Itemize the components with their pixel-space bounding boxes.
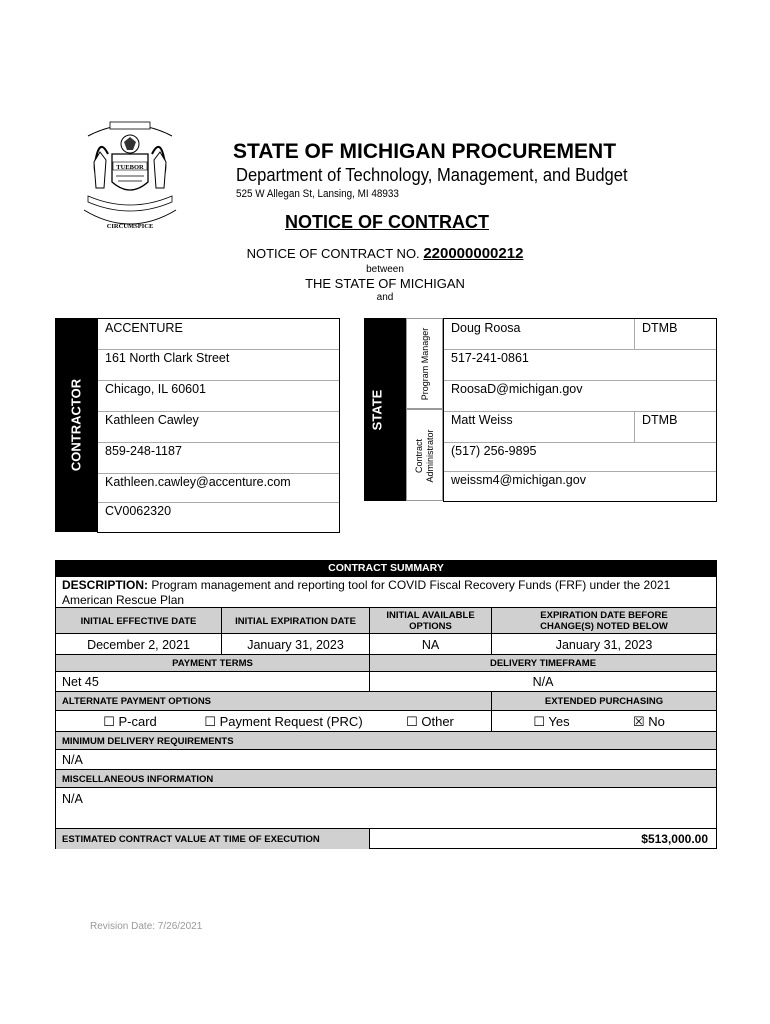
min-delivery-header-row [56, 731, 716, 750]
contractor-contact: Kathleen Cawley [105, 413, 199, 427]
ca-name: Matt Weiss [451, 413, 513, 427]
contractor-phone: 859-248-1187 [105, 444, 182, 458]
page-title: STATE OF MICHIGAN PROCUREMENT [233, 140, 617, 163]
between-text: between [366, 264, 404, 275]
exp-before-value: January 31, 2023 [491, 634, 716, 655]
available-options: NA [369, 634, 491, 655]
delivery-timeframe-header: DELIVERY TIMEFRAME [369, 655, 716, 672]
contractor-city: Chicago, IL 60601 [105, 382, 207, 396]
other-checkbox[interactable]: ☐ Other [406, 713, 454, 729]
contractor-vendor-id: CV0062320 [105, 504, 172, 518]
pcard-checkbox[interactable]: ☐ P-card [103, 713, 157, 729]
expiration-date: January 31, 2023 [221, 634, 369, 655]
contractor-side-label: CONTRACTOR [68, 378, 84, 472]
min-delivery-row [56, 749, 716, 770]
alt-payment-header-row [56, 691, 716, 711]
misc-row [56, 787, 716, 829]
extended-no-checkbox[interactable]: ☒ No [633, 713, 665, 729]
pm-email: RoosaD@michigan.gov [451, 382, 583, 396]
payment-terms: Net 45 [62, 675, 99, 689]
min-delivery-value: N/A [62, 753, 83, 767]
alt-payment-header: ALTERNATE PAYMENT OPTIONS [62, 696, 212, 707]
date-value-row [56, 633, 716, 655]
state-of-michigan-text: THE STATE OF MICHIGAN [305, 276, 465, 291]
options-header: INITIAL AVAILABLE OPTIONS [369, 608, 491, 634]
summary-title: CONTRACT SUMMARY [56, 561, 716, 576]
notice-title: NOTICE OF CONTRACT [285, 212, 489, 232]
state-side-bar [364, 318, 406, 501]
contract-summary-table [55, 560, 717, 849]
department-address: 525 W Allegan St, Lansing, MI 48933 [236, 188, 399, 200]
michigan-seal-logo [78, 118, 182, 234]
prc-checkbox[interactable]: ☐ Payment Request (PRC) [204, 713, 363, 729]
program-manager-label-cell [406, 318, 443, 409]
effective-date: December 2, 2021 [87, 637, 190, 652]
extended-yes-checkbox[interactable]: ☐ Yes [491, 711, 611, 732]
estimated-value: $513,000.00 [369, 829, 716, 849]
payment-value-row [56, 671, 716, 692]
pm-agency: DTMB [642, 321, 678, 335]
svg-text:CIRCUMSPICE: CIRCUMSPICE [106, 223, 154, 230]
ca-phone: (517) 256-9895 [451, 444, 537, 458]
expiration-date-header: INITIAL EXPIRATION DATE [221, 608, 369, 634]
ca-email: weissm4@michigan.gov [451, 473, 586, 487]
description-row [56, 576, 716, 607]
estimated-value-label: ESTIMATED CONTRACT VALUE AT TIME OF EXECUTION [56, 829, 369, 849]
contractor-name: ACCENTURE [105, 321, 183, 335]
contractor-email: Kathleen.cawley@accenture.com [105, 475, 291, 489]
estimated-value-row [56, 828, 716, 849]
state-side-label: STATE [369, 389, 385, 431]
misc-value: N/A [62, 792, 83, 806]
pm-name: Doug Roosa [451, 321, 521, 335]
department-name: Department of Technology, Management, and Budget [236, 165, 628, 185]
contractor-street: 161 North Clark Street [105, 351, 230, 365]
extended-purchasing-header: EXTENDED PURCHASING [491, 692, 716, 711]
contract-number: 220000000212 [423, 245, 524, 262]
options-row [56, 710, 716, 732]
payment-header-row [56, 654, 716, 672]
misc-header-row [56, 769, 716, 788]
contractor-info-box [97, 318, 340, 533]
payment-terms-header: PAYMENT TERMS [172, 658, 253, 669]
min-delivery-header: MINIMUM DELIVERY REQUIREMENTS [62, 735, 234, 747]
date-header-row [56, 607, 716, 634]
description-text: Program management and reporting tool for COVID Fiscal Recovery Funds (FRF) under the 2021 American Rescue Plan [62, 578, 671, 607]
revision-date: Revision Date: 7/26/2021 [90, 921, 203, 932]
effective-date-header: INITIAL EFFECTIVE DATE [80, 615, 197, 627]
ca-agency: DTMB [642, 413, 678, 427]
exp-before-header: EXPIRATION DATE BEFORE CHANGE(S) NOTED BELOW [491, 608, 716, 634]
contract-number-label: NOTICE OF CONTRACT NO. [246, 246, 420, 261]
description-label: DESCRIPTION: [62, 578, 149, 592]
pm-phone: 517-241-0861 [451, 351, 529, 365]
contract-number-line [0, 245, 770, 262]
misc-header: MISCELLANEOUS INFORMATION [62, 773, 214, 785]
and-text: and [376, 292, 394, 303]
svg-text:TUEBOR: TUEBOR [116, 164, 144, 171]
program-manager-label: Program Manager [420, 327, 430, 401]
contract-admin-label: Contract Administrator [414, 429, 435, 483]
delivery-timeframe: N/A [369, 672, 716, 692]
contract-admin-label-cell [406, 409, 443, 501]
contractor-side-bar [55, 318, 97, 532]
state-info-box [443, 318, 717, 502]
